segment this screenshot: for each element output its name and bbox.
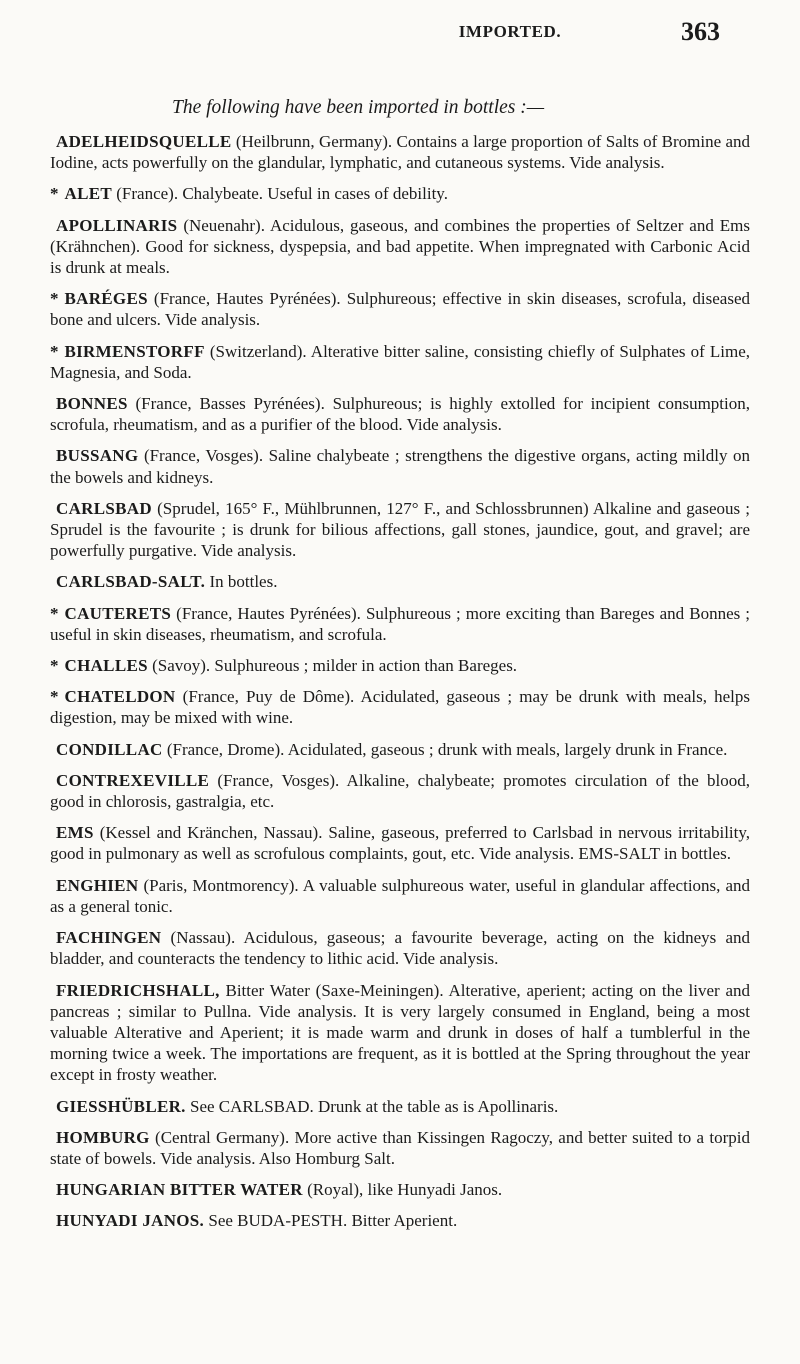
entry-name: BUSSANG: [56, 446, 139, 466]
list-item: [50, 1210, 750, 1231]
entry-description: (France, Vosges). Alkaline, chalybeate; promotes circulation of the blood, good in chlorosis, gastralgia, etc.: [50, 770, 750, 812]
asterisk-marker: *: [50, 289, 59, 309]
page-header: [300, 14, 720, 50]
list-item: [50, 445, 750, 487]
entry-name: BONNES: [56, 394, 128, 414]
entry-description: (France). Chalybeate. Useful in cases of debility.: [116, 184, 448, 204]
list-item: [50, 655, 750, 676]
list-item: [50, 131, 750, 173]
entry-description: (Heilbrunn, Germany). Contains a large proportion of Salts of Bromine and Iodine, acts powerfully on the glandular, lymphatic, and cutaneous systems. Vide analysis.: [50, 132, 751, 173]
list-item: [50, 341, 750, 383]
list-item: [50, 1096, 750, 1117]
list-item: [50, 288, 750, 330]
intro-line: The following have been imported in bottles :—: [172, 97, 545, 118]
entry-name: HUNYADI JANOS.: [56, 1211, 205, 1231]
entry-description: See CARLSBAD. Drunk at the table as is Apollinaris.: [189, 1096, 559, 1116]
entry-description: (Savoy). Sulphureous ; milder in action than Bareges.: [152, 656, 518, 676]
entry-name: FRIEDRICHSHALL,: [56, 980, 220, 1000]
asterisk-marker: *: [50, 341, 59, 361]
entry-description: (Sprudel, 165° F., Mühlbrunnen, 127° F., and Schlossbrunnen) Alkaline and gaseous ; Sprudel is the favourite ; is drunk for bilious affections, gall stones, jaundice, gout, and gravel; are powerfully purgative. Vide analysis.: [50, 498, 751, 561]
entry-name: FACHINGEN: [56, 928, 162, 948]
entry-name: ENGHIEN: [56, 875, 139, 895]
entry-description: (Royal), like Hunyadi Janos.: [307, 1180, 503, 1200]
entry-description: (France, Puy de Dôme). Acidulated, gaseous ; may be drunk with meals, helps digestion, may be mixed with wine.: [50, 687, 751, 728]
list-item: [50, 822, 750, 864]
list-item: [50, 603, 750, 645]
entry-name: CONTREXEVILLE: [56, 770, 210, 790]
entry-description: (France, Vosges). Saline chalybeate ; strengthens the digestive organs, acting mildly on the bowels and kidneys.: [50, 446, 750, 487]
entry-description: Bitter Water (Saxe-Meiningen). Alterative, aperient; acting on the liver and pancreas ; similar to Pullna. Vide analysis. It is very largely consumed in England, being a most valuable Alterative and Aperient; it is made warm and drunk in doses of half a tumblerful in the morning twice a week. The importations are frequent, as it is bottled at the Spring throughout the year except in frosty weather.: [50, 980, 751, 1085]
asterisk-marker: *: [50, 687, 59, 707]
entry-description: (Central Germany). More active than Kissingen Ragoczy, and better suited to a torpid state of bowels. Vide analysis. Also Homburg Salt.: [50, 1127, 751, 1168]
entry-description: (France, Hautes Pyrénées). Sulphureous ; more exciting than Bareges and Bonnes ; useful in skin diseases, rheumatism, and scrofula.: [50, 603, 750, 644]
list-item: [50, 739, 750, 760]
entry-name: APOLLINARIS: [56, 215, 178, 235]
list-item: [50, 770, 750, 812]
entry-name: ADELHEIDSQUELLE: [56, 132, 232, 151]
entry-name: HUNGARIAN BITTER WATER: [56, 1180, 303, 1200]
entry-name: CARLSBAD: [56, 498, 152, 518]
list-item: [50, 927, 750, 969]
list-item: [50, 980, 750, 1086]
asterisk-marker: *: [50, 656, 59, 676]
entry-name: BARÉGES: [64, 289, 148, 309]
entry-name: EMS: [56, 823, 94, 843]
list-item: [50, 215, 750, 279]
entry-name: CHATELDON: [64, 687, 176, 707]
list-item: [50, 571, 750, 592]
entry-description: (France, Basses Pyrénées). Sulphureous; is highly extolled for incipient consumption, scrofula, rheumatism, and as a purifier of the blood. Vide analysis.: [50, 394, 751, 435]
entry-name: CAUTERETS: [64, 603, 172, 623]
list-item: [50, 686, 750, 728]
entry-description: In bottles.: [209, 572, 278, 592]
list-item: [50, 498, 750, 562]
list-item: [50, 393, 750, 435]
entry-description: (France, Hautes Pyrénées). Sulphureous; effective in skin diseases, scrofula, diseased bone and ulcers. Vide analysis.: [50, 289, 750, 330]
entry-name: CONDILLAC: [56, 739, 163, 759]
entry-description: (France, Drome). Acidulated, gaseous ; drunk with meals, largely drunk in France.: [166, 739, 728, 759]
entry-description: (Kessel and Kränchen, Nassau). Saline, gaseous, preferred to Carlsbad in nervous irritability, good in pulmonary as well as scrofulous complaints, gout, etc. Vide analysis. EMS-SALT in bottles.: [50, 823, 751, 864]
entry-description: See BUDA-PESTH. Bitter Aperient.: [208, 1211, 458, 1231]
entry-name: ALET: [64, 184, 112, 204]
entry-name: BIRMENSTORFF: [64, 341, 205, 361]
entry-description: (Nassau). Acidulous, gaseous; a favourite beverage, acting on the kidneys and bladder, and counteracts the tendency to lithic acid. Vide analysis.: [50, 928, 750, 969]
asterisk-marker: *: [50, 184, 59, 204]
entry-name: GIESSHÜBLER.: [56, 1096, 186, 1116]
page-number: 363: [681, 17, 720, 46]
asterisk-marker: *: [50, 603, 59, 623]
list-item: [50, 1179, 750, 1200]
list-item: [50, 183, 750, 204]
list-item: [50, 875, 750, 917]
running-head: IMPORTED.: [458, 22, 562, 41]
entry-description: (Neuenahr). Acidulous, gaseous, and combines the properties of Seltzer and Ems (Krähnchen). Good for sickness, dyspepsia, and bad appetite. When impregnated with Carbonic Acid is drunk at meals.: [50, 215, 750, 278]
entry-name: CHALLES: [64, 656, 148, 676]
entry-description: (Paris, Montmorency). A valuable sulphureous water, useful in glandular affections, and as a general tonic.: [50, 875, 750, 916]
entry-description: (Switzerland). Alterative bitter saline, consisting chiefly of Sulphates of Lime, Magnesia, and Soda.: [50, 341, 751, 382]
entry-name: HOMBURG: [56, 1127, 150, 1147]
list-item: [50, 1127, 750, 1169]
entry-name: CARLSBAD-SALT.: [56, 572, 206, 592]
entry-list: [50, 131, 750, 1242]
